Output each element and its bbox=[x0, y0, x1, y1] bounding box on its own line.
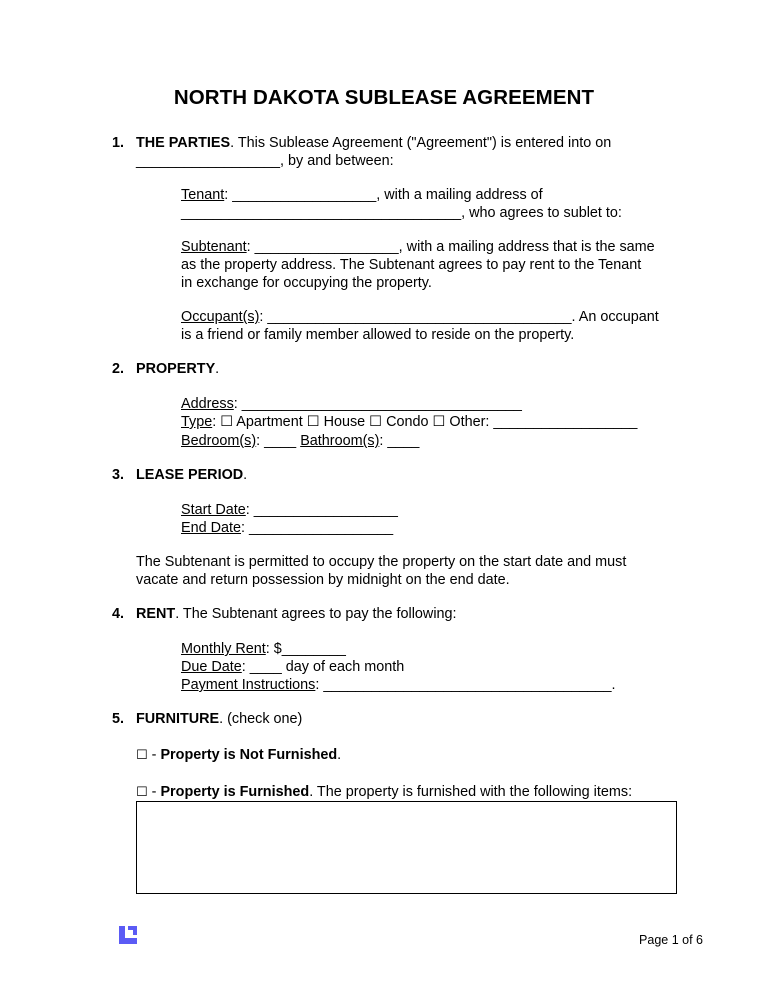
section-5-heading: FURNITURE bbox=[136, 711, 220, 727]
section-3-number: 3. bbox=[112, 467, 125, 483]
furnished-text: . The property is furnished with the following items: bbox=[309, 784, 633, 800]
section-1-line-1 bbox=[136, 134, 611, 152]
furnished-label: Property is Furnished bbox=[160, 784, 310, 800]
subtenant-line-2: as the property address. The Subtenant agrees to pay rent to the Tenant bbox=[181, 257, 642, 273]
section-2-heading: PROPERTY bbox=[136, 361, 216, 377]
type-options: : ☐ Apartment ☐ House ☐ Condo ☐ Other: __________________ bbox=[212, 414, 638, 430]
furnished-items-box[interactable] bbox=[136, 801, 677, 894]
payment-instructions-label: Payment Instructions bbox=[181, 677, 316, 693]
subtenant-text: : __________________, with a mailing address that is the same bbox=[246, 239, 655, 255]
lease-period-para-1: The Subtenant is permitted to occupy the property on the start date and must bbox=[136, 554, 627, 570]
furnished-option bbox=[136, 783, 632, 801]
occupant-line-2: is a friend or family member allowed to reside on the property. bbox=[181, 327, 575, 343]
bathroom-label: Bathroom(s) bbox=[300, 433, 380, 449]
due-date-line bbox=[181, 658, 404, 676]
type-line bbox=[181, 413, 637, 431]
section-4-intro: . The Subtenant agrees to pay the following: bbox=[175, 606, 457, 622]
lease-period-para-2: vacate and return possession by midnight on the end date. bbox=[136, 572, 510, 588]
tenant-label: Tenant bbox=[181, 187, 225, 203]
section-3-heading: LEASE PERIOD bbox=[136, 467, 244, 483]
subtenant-line-3: in exchange for occupying the property. bbox=[181, 275, 432, 291]
section-5-heading-line bbox=[136, 710, 302, 728]
section-1-line-2: __________________, by and between: bbox=[136, 153, 394, 169]
due-date-label: Due Date bbox=[181, 659, 242, 675]
section-1-intro: . This Sublease Agreement ("Agreement") is entered into on bbox=[230, 135, 612, 151]
occupant-label: Occupant(s) bbox=[181, 309, 260, 325]
not-furnished-label: Property is Not Furnished bbox=[160, 747, 338, 763]
section-2-heading-line bbox=[136, 360, 219, 378]
start-date-blank: : __________________ bbox=[245, 502, 398, 518]
payment-instructions-line bbox=[181, 676, 616, 694]
brand-logo-icon bbox=[117, 924, 139, 946]
section-4-heading: RENT bbox=[136, 606, 176, 622]
section-1-number: 1. bbox=[112, 135, 125, 151]
type-label: Type bbox=[181, 414, 213, 430]
monthly-rent-label: Monthly Rent bbox=[181, 641, 266, 657]
tenant-text: : __________________, with a mailing address of bbox=[224, 187, 543, 203]
document-title: NORTH DAKOTA SUBLEASE AGREEMENT bbox=[173, 86, 595, 109]
subtenant-line-1 bbox=[181, 238, 655, 256]
address-label: Address bbox=[181, 396, 234, 412]
end-date-line bbox=[181, 519, 393, 537]
section-3-period: . bbox=[243, 467, 248, 483]
monthly-rent-blank: : $________ bbox=[265, 641, 346, 657]
address-blank: : ___________________________________ bbox=[233, 396, 522, 412]
not-furnished-dash: - bbox=[147, 747, 161, 763]
section-5-number: 5. bbox=[112, 711, 125, 727]
subtenant-label: Subtenant bbox=[181, 239, 247, 255]
section-2-period: . bbox=[215, 361, 220, 377]
furnished-checkbox[interactable]: ☐ bbox=[136, 784, 148, 799]
end-date-label: End Date bbox=[181, 520, 242, 536]
not-furnished-period: . bbox=[337, 747, 342, 763]
rooms-line bbox=[181, 432, 419, 450]
tenant-line-1 bbox=[181, 186, 543, 204]
bedroom-blank: : ____ bbox=[256, 433, 301, 449]
monthly-rent-line bbox=[181, 640, 346, 658]
section-1-heading: THE PARTIES bbox=[136, 135, 231, 151]
occupant-text: : ______________________________________. An occupant bbox=[259, 309, 659, 325]
not-furnished-checkbox[interactable]: ☐ bbox=[136, 747, 148, 762]
tenant-line-2: ___________________________________, who agrees to sublet to: bbox=[181, 205, 622, 221]
section-2-number: 2. bbox=[112, 361, 125, 377]
section-5-intro: . (check one) bbox=[219, 711, 303, 727]
due-date-blank: : ____ day of each month bbox=[241, 659, 405, 675]
start-date-label: Start Date bbox=[181, 502, 246, 518]
start-date-line bbox=[181, 501, 398, 519]
payment-instructions-blank: : ____________________________________. bbox=[315, 677, 616, 693]
section-3-heading-line bbox=[136, 466, 247, 484]
furnished-dash: - bbox=[147, 784, 161, 800]
bathroom-blank: : ____ bbox=[379, 433, 420, 449]
end-date-blank: : __________________ bbox=[241, 520, 394, 536]
section-4-heading-line bbox=[136, 605, 457, 623]
bedroom-label: Bedroom(s) bbox=[181, 433, 257, 449]
page-number: Page 1 of 6 bbox=[639, 933, 703, 947]
address-line bbox=[181, 395, 522, 413]
not-furnished-option bbox=[136, 746, 341, 764]
occupant-line-1 bbox=[181, 308, 659, 326]
section-4-number: 4. bbox=[112, 606, 125, 622]
